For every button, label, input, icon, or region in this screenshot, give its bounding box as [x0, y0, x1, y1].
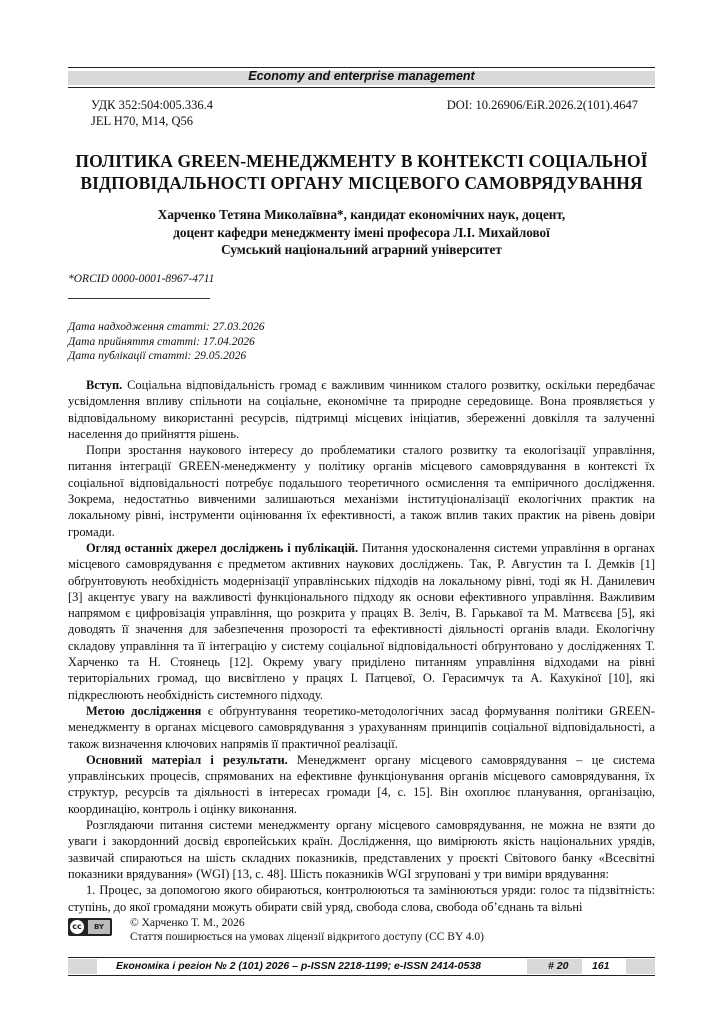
- copyright-notice: © Харченко Т. М., 2026: [130, 917, 245, 929]
- doi-link[interactable]: DOI: 10.26906/EiR.2026.2(101).4647: [446, 98, 638, 112]
- footer-top-rule: [68, 957, 655, 958]
- author-position-line: доцент кафедри менеджменту імені професора Л.І. Михайлової: [173, 224, 550, 240]
- paragraph-problem: Попри зростання наукового інтересу до проблематики сталого розвитку та екологізації управління, питання інтеграції GREEN-менеджменту у політику органів місцевого самоврядування в контексті їх соціальної відповідальності потребує подальшого теоретичного осмислення та емпіричного дослідження. Зокрема, недостатньо вивченими залишаються механізми інституціоналізації екологічних практик на локальному рівні, інструменти оцінювання їх ефективності, а також вплив таких практик на рівень довіри громади.: [68, 443, 655, 539]
- paragraph-text: Менеджмент органу місцевого самоврядування – це система управлінських процесів, спрямованих на ефективне функціонування органів місцевого самоврядування, їх структур, ресурсів та діяльності в інтересах громади [4, с. 15]. Він охоплює планування, організацію, координацію, контроль і оцінку виконання.: [68, 752, 655, 816]
- footer-bottom-rule: [68, 975, 655, 976]
- paragraph-lead: Огляд останніх джерел досліджень і публікацій.: [86, 540, 359, 555]
- paragraph-foreign-experience: Розглядаючи питання системи менеджменту органу місцевого самоврядування, не можна не взяти до уваги і закордонний досвід європейських країн. Дослідження, що вимірюють якість національних урядів, зазвичай спираються на шість складних показників, представлених у проєкті Світового банку «Всесвітні показники врядування» (WGI) [13, с. 48]. Шість показників WGI згруповані у три виміри врядування:: [68, 818, 655, 881]
- date-published: Дата публікації статті: 29.05.2026: [68, 350, 247, 362]
- paragraph-text: є обґрунтування теоретико-методологічних засад формування політики GREEN-менеджменту в органах місцевого самоврядування з урахуванням принципів соціальної відповідальності, а також визначення ключових напрямів її практичної реалізації.: [68, 703, 655, 751]
- license-note: Стаття поширюється на умовах ліцензії відкритого доступу (CC BY 4.0): [130, 930, 484, 943]
- paragraph-introduction: [68, 377, 655, 442]
- page-number: 161: [592, 960, 610, 972]
- paragraph-lead: Основний матеріал і результати.: [86, 752, 288, 767]
- paragraph-lead: Метою дослідження: [86, 703, 202, 718]
- article-body: [68, 377, 655, 915]
- footer-issue-number: # 20: [548, 960, 569, 972]
- orcid-id[interactable]: *ORCID 0000-0001-8967-4711: [68, 273, 215, 285]
- header-top-rule: [68, 67, 655, 68]
- title-line-2: ВІДПОВІДАЛЬНОСТІ ОРГАНУ МІСЦЕВОГО САМОВРЯДУВАННЯ: [80, 173, 643, 193]
- title-line-1: ПОЛІТИКА GREEN-МЕНЕДЖМЕНТУ В КОНТЕКСТІ СОЦІАЛЬНОЇ: [75, 151, 648, 171]
- paragraph-main-material: [68, 752, 655, 817]
- paragraph-aim: [68, 703, 655, 752]
- udk-code: УДК 352:504:005.336.4: [91, 98, 214, 112]
- footnote-divider: [68, 298, 210, 299]
- paragraph-text: Соціальна відповідальність громад є важливим чинником сталого розвитку, оскільки передбачає усвідомлення впливу спільноти на соціальне, економічне та природне середовище. Вона проявляється у відповідальному використанні ресурсів, підтримці місцевих ініціатив, збереженні довкілля та залученні населення до прийняття рішень.: [68, 378, 655, 441]
- author-name-line: Харченко Тетяна Миколаївна*, кандидат економічних наук, доцент,: [157, 207, 566, 222]
- footer-journal-info: Економіка і регіон № 2 (101) 2026 – p-ISSN 2218-1199; e-ISSN 2414-0538: [116, 960, 481, 972]
- creative-commons-icon: cc: [70, 920, 84, 934]
- header-bottom-rule: [68, 87, 655, 88]
- section-header: Economy and enterprise management: [248, 69, 475, 83]
- date-accepted: Дата прийняття статті: 17.04.2026: [68, 335, 255, 348]
- date-received: Дата надходження статті: 27.03.2026: [68, 321, 265, 333]
- attribution-icon: BY: [88, 920, 110, 934]
- paragraph-process-dimension: 1. Процес, за допомогою якого обираються, контролюються та замінюються уряди: голос та підзвітність: ступінь, до якої громадяни можуть обирати свій уряд, свобода слова, свобода об’єднань та вільні: [68, 883, 655, 914]
- paragraph-lead: Вступ.: [86, 378, 123, 392]
- article-title: [68, 150, 655, 194]
- author-block: [68, 206, 655, 259]
- jel-code: JEL H70, M14, Q56: [91, 114, 193, 128]
- author-affiliation-line: Сумський національний аграрний університет: [221, 242, 502, 257]
- paragraph-text: Питання удосконалення системи управління в органах місцевого самоврядування є предметом активних наукових досліджень. Так, Р. Августин та І. Демків [1] обґрунтовують необхідність модернізації управлінських підходів на локальному рівні, тоді як Н. Данилевич [3] акцентує увагу на важливості функціонального підходу як основи ефективного управління. Важливим напрямом є цифровізація управління, що розкрита у працях В. Зеліч, В. Гарькавої та М. Матвєєва [5], які доводять її значення для забезпечення прозорості та ефективності діяльності органів влади. Екологічну складову управління та її інтеграцію у систему соціальної відповідальності обґрунтовано у дослідженнях Т. Харченко та Н. Стоянець [12]. Окрему увагу приділено питанням управління відходами на рівні територіальних громад, що висвітлено у працях І. Патцевої, О. Герасимчук та А. Кахукіної [10], які підкреслюють необхідність системного підходу.: [68, 540, 655, 702]
- license-block: [130, 917, 484, 944]
- paragraph-literature-review: [68, 540, 655, 703]
- article-dates: [68, 320, 264, 364]
- cc-license-badge[interactable]: [68, 918, 112, 936]
